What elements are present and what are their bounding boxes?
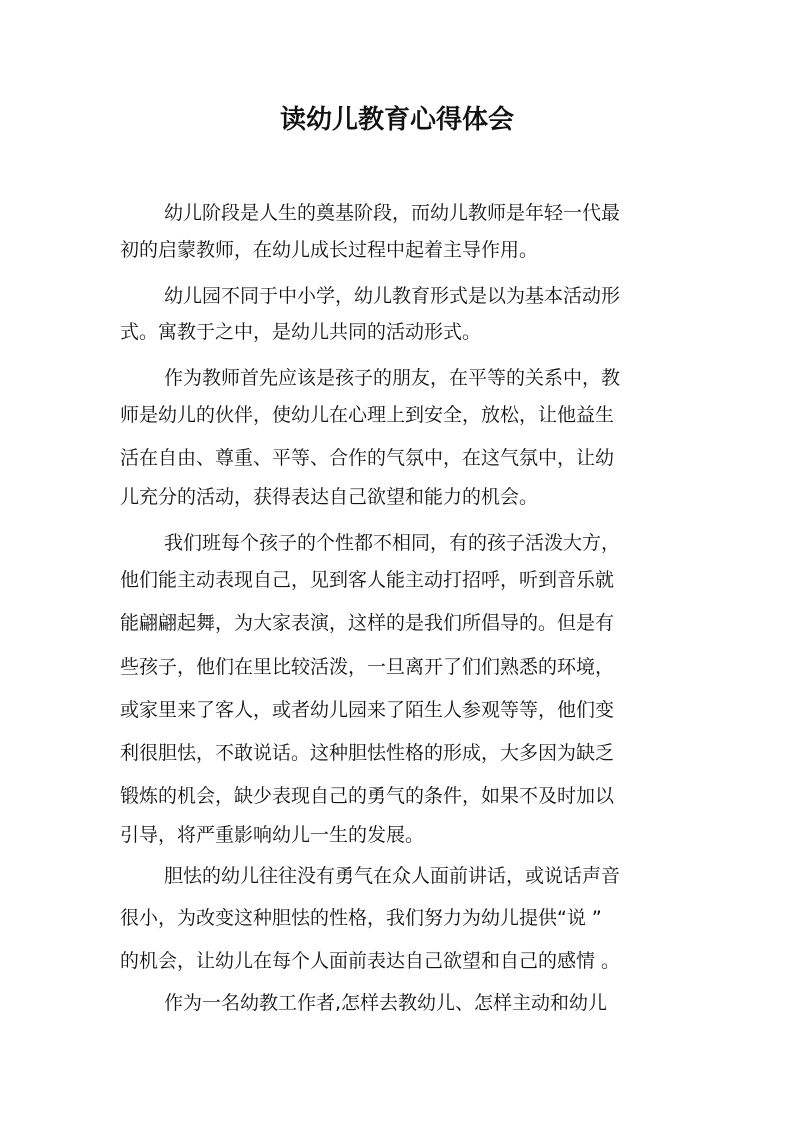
paragraph-line: 式。寓教于之中，是幼儿共同的活动形式。 — [120, 321, 482, 343]
paragraph-line: 锻炼的机会，缺少表现自己的勇气的条件，如果不及时加以 — [120, 785, 615, 807]
paragraph-line: 幼儿阶段是人生的奠基阶段，而幼儿教师是年轻一代最 — [164, 202, 621, 224]
paragraph-line: 他们能主动表现自己，见到客人能主动打招呼，听到音乐就 — [120, 569, 615, 591]
paragraph-line: 初的启蒙教师，在幼儿成长过程中起着主导作用。 — [120, 239, 539, 261]
paragraph-line: 引导，将严重影响幼儿一生的发展。 — [120, 824, 425, 846]
paragraph-line: 活在自由、尊重、平等、合作的气氛中，在这气氛中，让幼 — [120, 447, 615, 469]
paragraph-line: 或家里来了客人，或者幼儿园来了陌生人参观等等，他们变 — [120, 699, 615, 721]
paragraph-line: 很小，为改变这种胆怯的性格，我们努力为幼儿提供“说 ” — [120, 907, 602, 929]
paragraph-line: 我们班每个孩子的个性都不相同，有的孩子活泼大方， — [164, 532, 621, 554]
paragraph-line: 儿充分的活动，获得表达自己欲望和能力的机会。 — [120, 486, 539, 508]
paragraph-line: 能翩翩起舞，为大家表演，这样的是我们所倡导的。但是有 — [120, 612, 615, 634]
paragraph-line: 的机会，让幼儿在每个人面前表达自己欲望和自己的感情 。 — [120, 950, 621, 972]
paragraph-line: 师是幼儿的伙伴，使幼儿在心理上到安全，放松，让他益生 — [120, 404, 615, 426]
paragraph-line: 利很胆怯，不敢说话。这种胆怯性格的形成，大多因为缺乏 — [120, 742, 615, 764]
paragraph-line: 胆怯的幼儿往往没有勇气在众人面前讲话，或说话声音 — [164, 865, 621, 887]
paragraph-line: 作为一名幼教工作者,怎样去教幼儿、怎样主动和幼儿 — [164, 992, 608, 1014]
paragraph-line: 幼儿园不同于中小学，幼儿教育形式是以为基本活动形 — [164, 285, 621, 307]
paragraph-line: 些孩子，他们在里比较活泼，一旦离开了们们熟悉的环境， — [120, 656, 615, 678]
paragraph-line: 作为教师首先应该是孩子的朋友，在平等的关系中，教 — [164, 367, 621, 389]
document-title: 读幼儿教育心得体会 — [279, 105, 514, 135]
